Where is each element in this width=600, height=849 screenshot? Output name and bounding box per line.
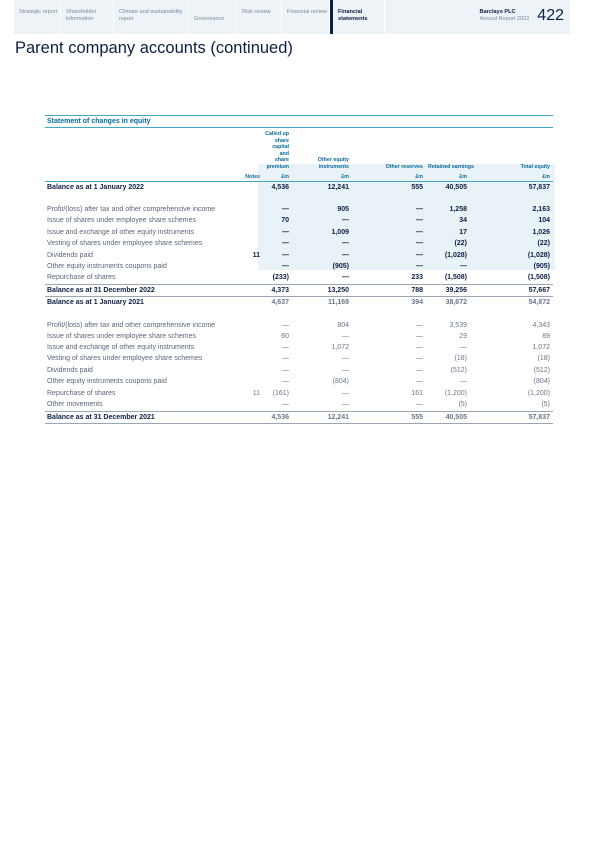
cell-value: —	[342, 366, 349, 374]
row-label: Other equity instruments coupons paid	[47, 263, 167, 271]
row-notes	[225, 193, 263, 215]
row-label: Dividends paid	[47, 251, 93, 259]
col-header-notes: Notes	[225, 171, 263, 182]
cell-value: —	[416, 366, 423, 374]
cell-value: —	[460, 263, 467, 271]
cell-value: 2,163	[532, 206, 550, 214]
cell-value: 60	[281, 332, 289, 340]
cell-value: (905)	[332, 263, 349, 271]
row-label: Dividends paid	[47, 366, 93, 374]
cell-value: 161	[411, 389, 423, 397]
unit-label: £m	[470, 171, 553, 182]
cell-value: —	[416, 401, 423, 409]
cell-value: —	[416, 240, 423, 248]
cell-value: —	[416, 332, 423, 340]
cell-value: 12,241	[327, 184, 349, 191]
col-header-other-equity: Other equity instruments	[317, 157, 349, 170]
table-row	[45, 182, 553, 194]
cell-value: —	[282, 251, 289, 259]
cell-value: 394	[411, 299, 423, 307]
cell-value: —	[416, 355, 423, 363]
cell-value: (161)	[272, 389, 289, 397]
nav-shareholder-information[interactable]: Shareholder information	[61, 0, 114, 34]
cell-value: 905	[337, 206, 349, 214]
unit-label: £m	[426, 171, 470, 182]
cell-value: (22)	[537, 240, 550, 248]
row-notes	[225, 238, 263, 249]
table-row	[45, 342, 553, 353]
brand-block	[480, 0, 570, 34]
row-notes	[225, 376, 263, 387]
cell-value: (233)	[272, 274, 289, 282]
table-row	[45, 250, 553, 261]
cell-value: —	[460, 344, 467, 352]
section-nav	[14, 0, 570, 34]
table-row	[45, 388, 553, 399]
page-number: 422	[537, 7, 564, 24]
cell-value: —	[282, 321, 289, 329]
cell-value: —	[282, 206, 289, 214]
cell-value: 34	[459, 217, 467, 225]
table-row	[45, 331, 553, 342]
cell-value: —	[342, 274, 349, 282]
table-row	[45, 411, 553, 423]
cell-value: —	[282, 378, 289, 386]
cell-value: —	[282, 228, 289, 236]
cell-value: 3,539	[449, 321, 467, 329]
cell-value: 804	[337, 321, 349, 329]
table-row	[45, 284, 553, 296]
cell-value: —	[342, 240, 349, 248]
row-notes	[225, 331, 263, 342]
row-notes	[225, 284, 263, 296]
cell-value: 4,536	[271, 184, 289, 191]
col-header-other-reserves: Other reserves	[385, 163, 423, 170]
row-label: Issue and exchange of other equity instruments	[47, 228, 195, 236]
cell-value: 1,072	[532, 344, 550, 352]
cell-value: 57,837	[470, 411, 553, 423]
cell-value: 233	[411, 274, 423, 282]
cell-value: 4,536	[263, 411, 292, 423]
cell-value: —	[342, 251, 349, 259]
cell-value: 39,256	[426, 284, 470, 296]
cell-value: 4,373	[263, 284, 292, 296]
row-label: Other equity instruments coupons paid	[47, 378, 167, 386]
row-notes: 11	[252, 251, 260, 259]
table-row	[45, 193, 553, 215]
cell-value: 788	[352, 284, 426, 296]
col-header-retained-earnings: Retained earnings	[428, 163, 474, 170]
report-name: Annual Report 2022	[479, 16, 530, 22]
table-row	[45, 238, 553, 249]
cell-value: 54,872	[528, 299, 550, 307]
cell-value: —	[342, 332, 349, 340]
cell-value: —	[416, 321, 423, 329]
row-label: Issue of shares under employee share schemes	[47, 217, 197, 225]
cell-value: 70	[281, 217, 289, 225]
row-notes	[225, 411, 263, 423]
cell-value: —	[282, 366, 289, 374]
cell-value: 4,343	[532, 321, 550, 329]
cell-value: (804)	[332, 378, 349, 386]
row-label: Repurchase of shares	[47, 389, 116, 397]
cell-value: 104	[538, 217, 550, 225]
cell-value: 29	[459, 332, 467, 340]
table-row	[45, 272, 553, 284]
row-notes	[225, 365, 263, 376]
cell-value: 1,072	[331, 344, 349, 352]
cell-value: —	[416, 206, 423, 214]
row-label: Issue of shares under employee share schemes	[47, 332, 197, 340]
cell-value: 11,169	[327, 299, 349, 307]
table-row	[45, 399, 553, 411]
cell-value: (18)	[454, 355, 467, 363]
cell-value: —	[416, 378, 423, 386]
cell-value: —	[460, 378, 467, 386]
cell-value: 4,637	[271, 299, 289, 307]
table-row	[45, 261, 553, 272]
nav-financial-review[interactable]: Financial review	[282, 0, 330, 34]
cell-value: 17	[459, 228, 467, 236]
col-header-share-capital: Called up share capital and share premium	[265, 131, 289, 170]
row-notes	[225, 261, 263, 272]
row-label: Balance as at 31 December 2021	[45, 411, 225, 423]
nav-strategic-report[interactable]: Strategic report	[14, 0, 61, 34]
row-label: Issue and exchange of other equity instruments	[47, 344, 195, 352]
col-header-total-equity: Total equity	[520, 163, 550, 170]
nav-governance[interactable]: Governance	[189, 0, 237, 34]
cell-value: —	[282, 401, 289, 409]
cell-value: 12,241	[292, 411, 352, 423]
cell-value: 40,505	[445, 184, 467, 191]
cell-value: (1,508)	[527, 274, 550, 282]
cell-value: 57,837	[528, 184, 550, 191]
cell-value: —	[282, 355, 289, 363]
cell-value: 38,672	[445, 299, 467, 307]
unit-label: £m	[292, 171, 352, 182]
cell-value: (18)	[537, 355, 550, 363]
table-body	[45, 182, 553, 424]
cell-value: 57,667	[470, 284, 553, 296]
row-notes	[225, 342, 263, 353]
cell-value: 555	[411, 184, 423, 191]
row-notes	[225, 215, 263, 226]
table-row	[45, 215, 553, 226]
nav-climate-report[interactable]: Climate and sustainability report	[114, 0, 189, 34]
nav-financial-statements[interactable]: Financial statements	[330, 0, 385, 34]
row-label: Profit/(loss) after tax and other comprehensive income	[47, 321, 216, 329]
cell-value: (512)	[450, 366, 467, 374]
cell-value: —	[282, 240, 289, 248]
cell-value: —	[282, 263, 289, 271]
row-notes	[225, 353, 263, 364]
cell-value: —	[416, 251, 423, 259]
cell-value: (512)	[533, 366, 550, 374]
cell-value: 1,258	[449, 206, 467, 214]
row-notes	[225, 309, 263, 331]
row-label: Vesting of shares under employee share schemes	[47, 355, 203, 363]
cell-value: (804)	[533, 378, 550, 386]
unit-label: £m	[263, 171, 292, 182]
cell-value: (1,200)	[527, 389, 550, 397]
page-title: Parent company accounts (continued)	[15, 39, 293, 57]
cell-value: 40,505	[426, 411, 470, 423]
table-row	[45, 353, 553, 364]
brand-name: Barclays PLC	[479, 9, 516, 15]
row-notes	[225, 182, 263, 194]
table-row	[45, 227, 553, 238]
row-label: Balance as at 1 January 2022	[47, 184, 144, 191]
cell-value: (905)	[533, 263, 550, 271]
cell-value: (5)	[541, 401, 550, 409]
table-row	[45, 297, 553, 309]
cell-value: 89	[542, 332, 550, 340]
row-label: Vesting of shares under employee share schemes	[47, 240, 203, 248]
row-label: Balance as at 1 January 2021	[47, 299, 144, 307]
cell-value: —	[282, 344, 289, 352]
table-row	[45, 365, 553, 376]
cell-value: 13,250	[292, 284, 352, 296]
row-notes	[225, 297, 263, 309]
table-row	[45, 376, 553, 387]
cell-value: (5)	[458, 401, 467, 409]
row-label: Other movements	[47, 401, 103, 409]
cell-value: (1,200)	[444, 389, 467, 397]
cell-value: —	[342, 401, 349, 409]
row-notes	[225, 399, 263, 411]
cell-value: —	[342, 355, 349, 363]
cell-value: (1,508)	[444, 274, 467, 282]
row-notes: 11	[252, 389, 260, 397]
cell-value: —	[416, 344, 423, 352]
cell-value: —	[416, 228, 423, 236]
row-label: Profit/(loss) after tax and other comprehensive income	[47, 206, 216, 214]
cell-value: —	[342, 389, 349, 397]
row-notes	[225, 272, 263, 284]
cell-value: —	[416, 263, 423, 271]
row-label: Balance as at 31 December 2022	[45, 284, 225, 296]
cell-value: (22)	[454, 240, 467, 248]
section-heading: Statement of changes in equity	[45, 115, 553, 128]
cell-value: 1,009	[331, 228, 349, 236]
equity-table	[45, 131, 553, 424]
cell-value: 1,026	[532, 228, 550, 236]
table-row	[45, 309, 553, 331]
cell-value: 555	[352, 411, 426, 423]
row-label: Repurchase of shares	[47, 274, 116, 282]
row-notes	[225, 227, 263, 238]
cell-value: —	[342, 217, 349, 225]
nav-risk-review[interactable]: Risk review	[237, 0, 282, 34]
cell-value: (1,028)	[444, 251, 467, 259]
unit-label: £m	[352, 171, 426, 182]
cell-value: (1,028)	[527, 251, 550, 259]
cell-value: —	[416, 217, 423, 225]
